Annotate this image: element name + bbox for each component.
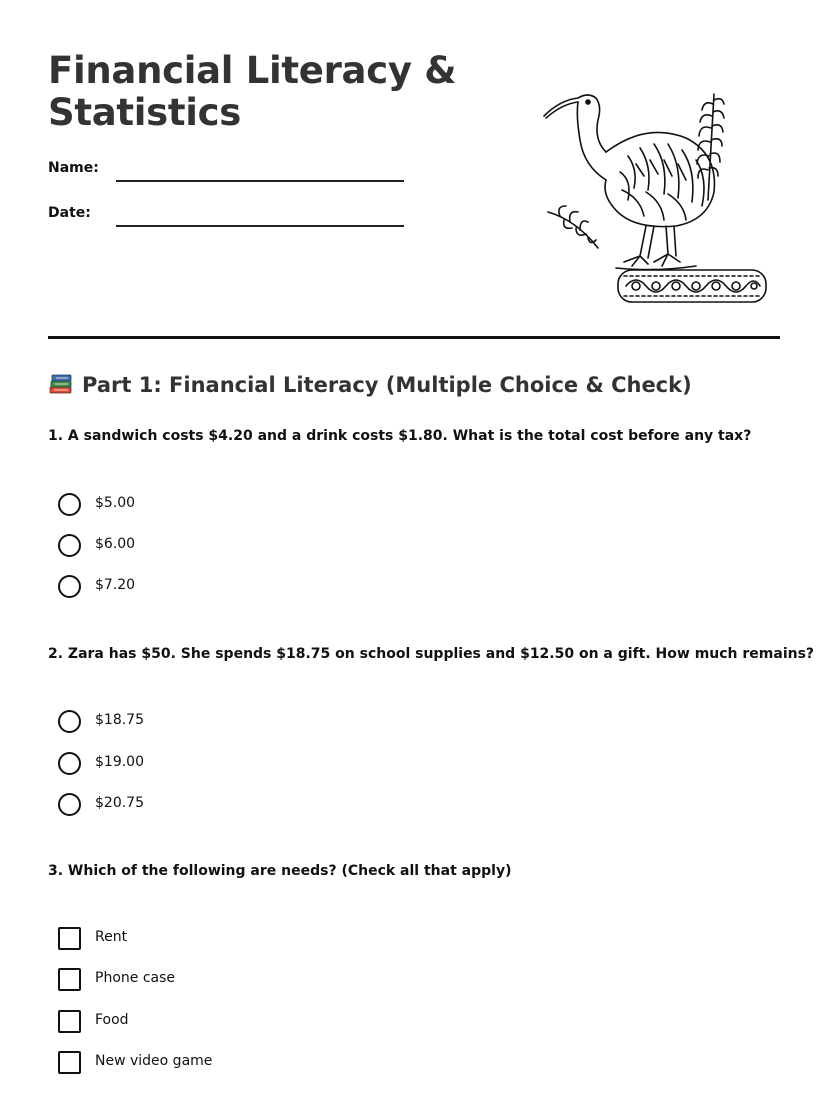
q3-option[interactable] xyxy=(58,927,358,953)
option-label: Phone case xyxy=(95,970,176,986)
q2-option[interactable] xyxy=(58,710,358,736)
q3-option[interactable] xyxy=(58,1010,358,1036)
option-label: Rent xyxy=(95,929,128,945)
option-label: $6.00 xyxy=(95,536,136,552)
q2-option[interactable] xyxy=(58,793,358,819)
radio-button[interactable] xyxy=(58,493,81,516)
part1-title: Part 1: Financial Literacy (Multiple Choice & Check) xyxy=(82,373,692,397)
page-title: Financial Literacy & Statistics xyxy=(48,49,457,134)
checkbox[interactable] xyxy=(58,1010,81,1033)
option-label: $19.00 xyxy=(95,754,144,770)
kiwi-bird-illustration xyxy=(536,80,776,310)
question-3: 3. Which of the following are needs? (Check all that apply) xyxy=(48,863,512,879)
part1-heading xyxy=(48,372,692,397)
option-label: $20.75 xyxy=(95,795,144,811)
date-field xyxy=(48,205,408,235)
checkbox[interactable] xyxy=(58,927,81,950)
date-label: Date: xyxy=(48,205,91,221)
name-field xyxy=(48,160,408,190)
question-1: 1. A sandwich costs $4.20 and a drink costs $1.80. What is the total cost before any tax? xyxy=(48,428,752,444)
name-label: Name: xyxy=(48,160,99,176)
option-label: $5.00 xyxy=(95,495,136,511)
q1-option[interactable] xyxy=(58,493,358,519)
q2-option[interactable] xyxy=(58,752,358,778)
section-divider xyxy=(48,336,780,339)
checkbox[interactable] xyxy=(58,968,81,991)
question-2: 2. Zara has $50. She spends $18.75 on school supplies and $12.50 on a gift. How much remains? xyxy=(48,646,815,662)
q3-option[interactable] xyxy=(58,968,358,994)
checkbox[interactable] xyxy=(58,1051,81,1074)
q1-option[interactable] xyxy=(58,534,358,560)
q1-option[interactable] xyxy=(58,575,358,601)
radio-button[interactable] xyxy=(58,752,81,775)
books-icon xyxy=(48,372,74,396)
option-label: $18.75 xyxy=(95,712,144,728)
name-input-line[interactable] xyxy=(116,180,404,182)
option-label: New video game xyxy=(95,1053,213,1069)
radio-button[interactable] xyxy=(58,534,81,557)
radio-button[interactable] xyxy=(58,575,81,598)
option-label: Food xyxy=(95,1012,129,1028)
option-label: $7.20 xyxy=(95,577,136,593)
radio-button[interactable] xyxy=(58,793,81,816)
q3-option[interactable] xyxy=(58,1051,358,1077)
radio-button[interactable] xyxy=(58,710,81,733)
date-input-line[interactable] xyxy=(116,225,404,227)
